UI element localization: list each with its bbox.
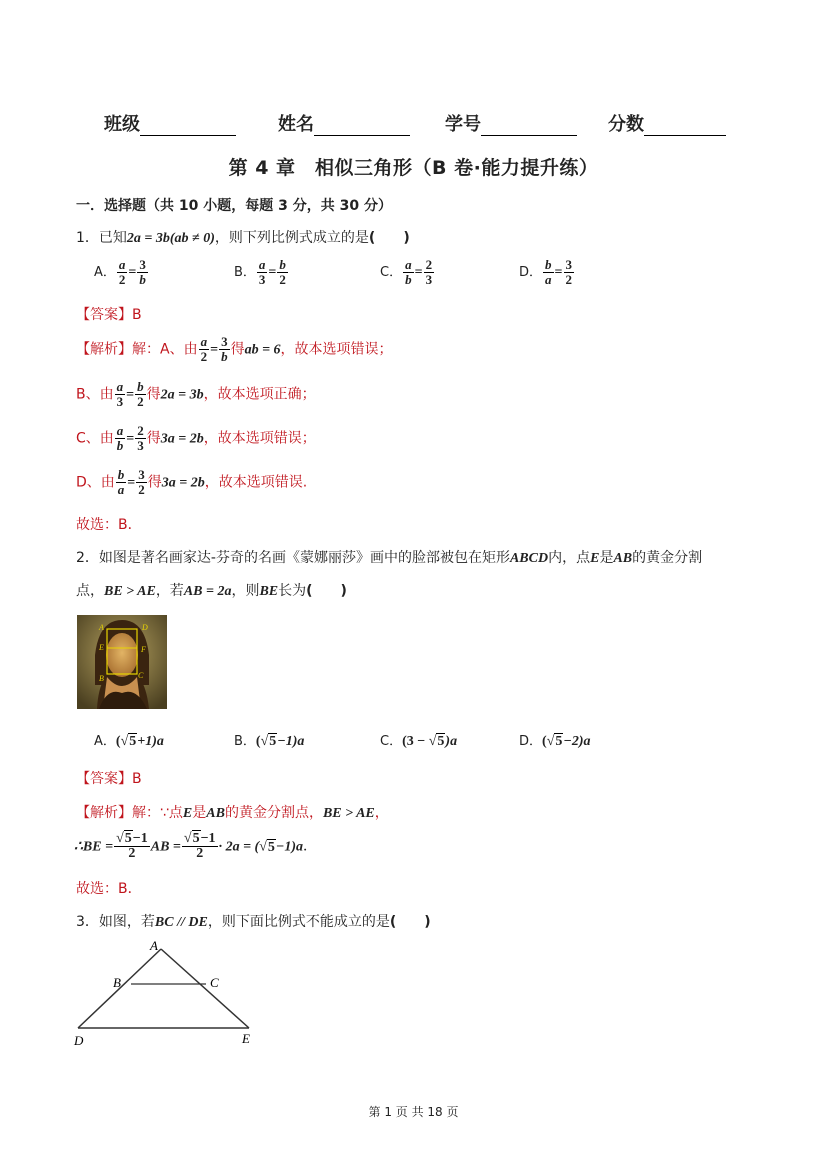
tail: ，故本选项错误. [204,474,308,491]
triangle-diagram [70,935,270,1050]
get-word: 得 [146,430,161,447]
question-1-stem [76,227,410,247]
math: AB [613,551,633,566]
math: BE > AE [322,806,375,821]
text: 是 [192,805,207,821]
q1-answer: 【答案】B [76,307,142,323]
name-field [278,110,410,136]
frac-num: 2 [425,257,433,272]
frac-num: b [137,379,144,394]
radicand: 5 [437,734,445,749]
name-blank[interactable] [314,115,410,136]
q2-calculation: ∴BE = $\frac{√5-1}{2}$ AB = $\frac{√5-1}{2}$ · 2a = (√5−1)a． [74,831,318,861]
prefix: B、由 [76,386,114,403]
analysis-label: 【解析】 [76,805,132,821]
frac-den: 2 [138,482,145,497]
pre: ( [115,734,121,749]
frac-num: a [118,257,126,272]
radicand: 5 [555,734,563,749]
option-letter: D． [519,734,543,749]
q1-number: 1．已知 [76,230,127,246]
text: ，若 [155,583,184,599]
math: AB [206,806,225,821]
result: ab = 6 [244,342,281,358]
frac-num: b [117,467,125,482]
text: 的黄金分割 [632,550,703,566]
vertex-d: D [74,1033,84,1048]
student-id-label: 学号 [445,114,481,135]
calc-mid: AB = [150,839,181,855]
calc-post: · 2a = ( [218,839,260,855]
class-field [104,110,236,136]
q3-tail: ，则下面比例式不能成立的是 [207,914,390,930]
option-letter: B． [234,734,256,749]
answer-paren: ( ) [306,583,347,599]
question-2-line2 [76,580,347,600]
q1-analysis-a: 【解析】解：A、由 $\frac{a}{2}$ = $\frac{3}{b}$ 得ab = 6，故本选项错误； [76,334,393,364]
question-2-line1 [76,547,702,567]
tail: ，故本选项正确； [203,386,316,403]
label-a: A [99,623,104,632]
frac-num: 2 [137,423,144,438]
frac-den: 2 [128,846,136,861]
get-word: 得 [230,341,245,358]
radicand: 5 [129,734,137,749]
calc-end: −1)a [275,839,304,855]
q1-answer-paren: ( ) [368,230,410,246]
math: E [590,551,600,566]
frac-den: b [405,272,412,287]
frac-num: a [116,379,124,394]
page-title: 第 4 章 相似三角形（B 卷·能力提升练） [228,157,599,179]
math: BE > AE [104,584,156,599]
vertex-c: C [210,975,219,990]
section-heading: 一．选择题（共 10 小题，每题 3 分，共 30 分） [76,198,392,214]
result: 3a = 2b [160,431,204,447]
result: 3a = 2b [161,475,205,491]
frac-num: a [200,334,208,349]
label-d: D [142,623,148,632]
q1-analysis-d: D、由 $\frac{b}{a}$ = $\frac{3}{2}$ 得3a = 2b，故本选项错误. [76,467,308,497]
class-label: 班级 [104,114,140,135]
frac-den: 3 [425,272,433,287]
text: 长为 [278,583,307,599]
name-label: 姓名 [278,114,314,135]
q2-option-d[interactable]: D．(√5−2)a [519,734,591,749]
text: 是 [599,550,614,566]
result: 2a = 3b [160,387,204,403]
q1-option-a[interactable]: A． $\frac{a}{2}$ = $\frac{3}{b}$ [94,257,146,287]
student-id-field [445,110,577,136]
q2-option-a[interactable]: A．(√5+1)a [94,734,164,749]
get-word: 得 [147,474,162,491]
analysis-intro: 解：A、由 [132,341,198,358]
q3-number: 3．如图，若 [76,914,155,930]
frac-num: 3 [138,467,145,482]
q1-condition: 2a = 3b(ab ≠ 0) [126,231,215,246]
pre: ( [542,734,547,749]
student-id-blank[interactable] [481,115,577,136]
option-letter: A． [94,265,116,280]
score-blank[interactable] [644,115,726,136]
score-label: 分数 [608,114,644,135]
post: −1)a [277,734,305,749]
math: BE [259,584,279,599]
frac-num: −1 [132,831,148,846]
option-letter: D． [519,265,543,280]
q3-answer-paren: ( ) [389,914,431,930]
prefix: D、由 [76,474,115,491]
pre: ( [255,734,261,749]
text: 内，点 [548,550,591,566]
frac-den: 2 [200,349,208,364]
math: E [182,806,193,821]
frac-den: a [545,272,552,287]
frac-den: a [117,482,125,497]
frac-den: 2 [137,394,144,409]
frac-num: 3 [565,257,572,272]
radicand: 5 [269,734,277,749]
pre: (3 − [402,734,429,749]
text: 的黄金分割点， [224,805,323,821]
tail: ，故本选项错误； [280,341,393,358]
option-letter: C． [380,265,403,280]
q1-analysis-c: C、由 $\frac{a}{b}$ = $\frac{2}{3}$ 得3a = 2b，故本选项错误； [76,423,316,453]
frac-num: 3 [139,257,146,272]
page-footer: 第 1 页 共 18 页 [368,1105,459,1119]
frac-num: a [258,257,266,272]
radicand: 5 [267,839,275,855]
q1-tail: ，则下列比例式成立的是 [214,230,369,246]
math: ABCD [509,551,549,566]
frac-num: b [279,257,286,272]
text: 点， [76,583,104,599]
q2-analysis [76,802,389,822]
option-letter: B． [234,265,256,280]
frac-den: b [116,438,124,453]
mona-lisa-painting [77,615,167,709]
frac-num: b [545,257,552,272]
post: −2)a [563,734,591,749]
radicand: 5 [192,831,200,846]
frac-den: 2 [196,846,204,861]
q1-analysis-b: B、由 $\frac{a}{3}$ = $\frac{b}{2}$ 得2a = 3b，故本选项正确； [76,379,316,409]
option-letter: C． [380,734,403,749]
text: 解：∵点 [132,805,183,821]
frac-num: a [405,257,412,272]
question-3-stem [76,911,431,931]
q2-option-c[interactable]: C．(3 − √5)a [380,734,458,749]
vertex-a: A [150,938,158,953]
frac-den: 2 [118,272,126,287]
text: 2．如图是著名画家达-芬奇的名画《蒙娜丽莎》画中的脸部被包在矩形 [76,550,510,566]
frac-num: a [116,423,124,438]
q2-option-b[interactable]: B．(√5−1)a [234,734,305,749]
q2-choice: 故选：B． [76,881,142,897]
class-blank[interactable] [140,115,236,136]
radicand: 5 [124,831,132,846]
score-field [608,110,726,136]
tail: ，故本选项错误； [203,430,316,447]
frac-den: b [221,349,228,364]
post: )a [445,734,458,749]
frac-den: 3 [258,272,266,287]
frac-den: 3 [137,438,144,453]
label-e: E [99,643,104,652]
frac-den: 2 [279,272,286,287]
analysis-label: 【解析】 [76,341,132,358]
frac-den: 3 [116,394,124,409]
get-word: 得 [146,386,161,403]
q1-option-d[interactable]: D． $\frac{b}{a}$ = $\frac{3}{2}$ [519,257,572,287]
text: ， [374,805,389,821]
frac-den: b [139,272,146,287]
label-b: B [99,674,104,683]
calc-pre: ∴BE = [74,839,114,855]
text: ，则 [231,583,260,599]
frac-num: −1 [200,831,216,846]
q1-choice: 故选：B． [76,517,142,533]
label-c: C [138,671,144,680]
vertex-b: B [113,975,121,990]
frac-den: 2 [565,272,572,287]
mona-lisa-image [77,615,167,709]
calc-dot: ． [303,838,318,855]
prefix: C、由 [76,430,114,447]
option-letter: A． [94,734,116,749]
post: +1)a [137,734,164,749]
q2-answer: 【答案】B [76,771,142,787]
vertex-e: E [242,1031,250,1046]
q3-condition: BC // DE [154,915,208,930]
math: AB = 2a [183,584,232,599]
frac-num: 3 [221,334,228,349]
q1-option-c[interactable]: C． $\frac{a}{b}$ = $\frac{2}{3}$ [380,257,433,287]
q1-option-b[interactable]: B． $\frac{a}{3}$ = $\frac{b}{2}$ [234,257,286,287]
label-f: F [141,645,146,654]
